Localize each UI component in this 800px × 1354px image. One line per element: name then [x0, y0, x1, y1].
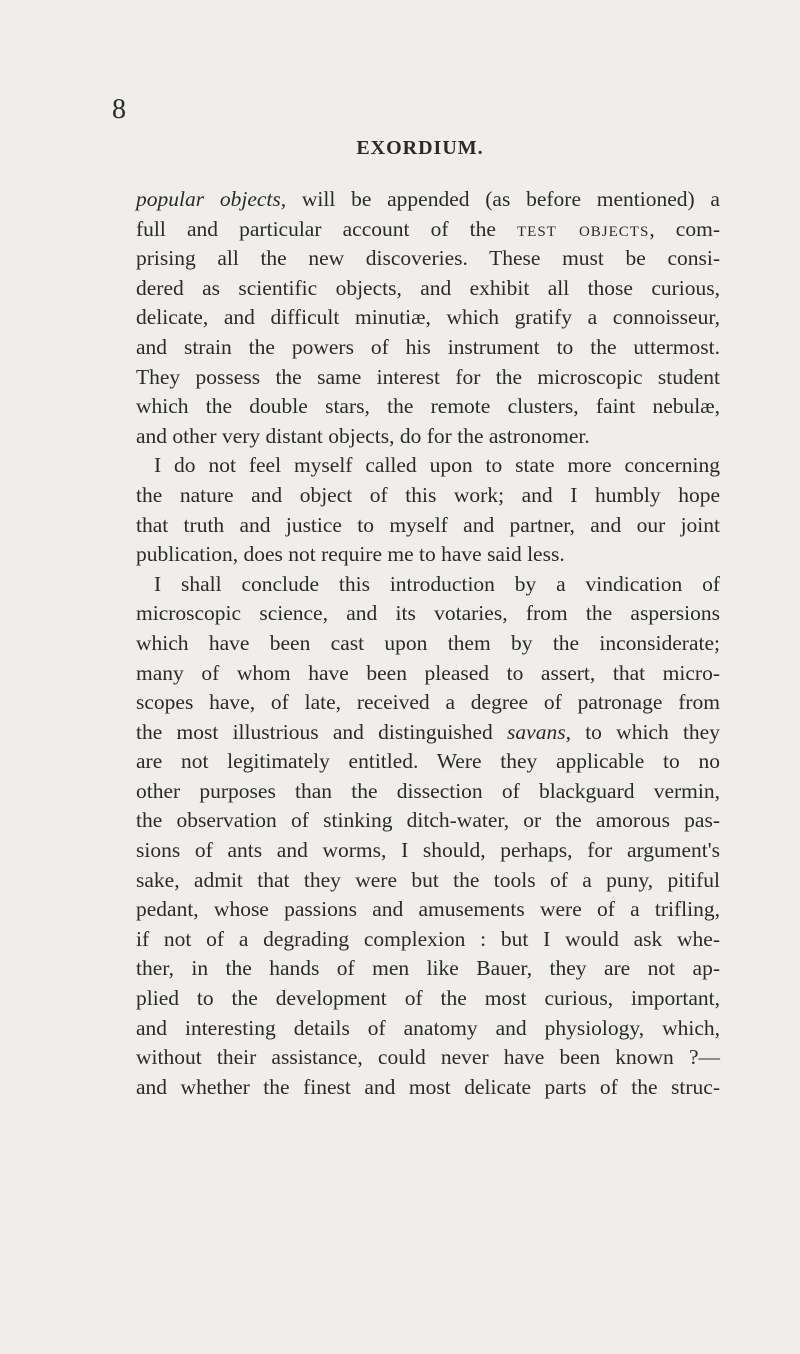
text-line: delicate, and difficult minutiæ, which gratify a connoisseur, [136, 305, 720, 330]
text-line: many of whom have been pleased to assert, that micro- [136, 660, 720, 685]
text-line: full and particular account of the test objects, com- [136, 216, 720, 241]
text-line: if not of a degrading complexion : but I would ask whe- [136, 926, 720, 951]
text-line: plied to the development of the most curious, important, [136, 986, 720, 1011]
page-number: 8 [112, 94, 126, 125]
text-line: the observation of stinking ditch-water, or the amorous pas- [136, 808, 720, 833]
text-line: I do not feel myself called upon to state more concerning [154, 453, 720, 478]
text-line: sions of ants and worms, I should, perhaps, for argument's [136, 838, 720, 863]
italic-phrase: savans, [507, 719, 571, 744]
small-caps-phrase: test objects [517, 216, 650, 241]
text-line: and whether the finest and most delicate parts of the struc- [136, 1074, 720, 1099]
text-line: that truth and justice to myself and partner, and our joint [136, 512, 720, 537]
text-line: are not legitimately entitled. Were they applicable to no [136, 749, 720, 774]
text-line: other purposes than the dissection of blackguard vermin, [136, 778, 720, 803]
text-line: scopes have, of late, received a degree of patronage from [136, 690, 720, 715]
text-line: I shall conclude this introduction by a vindication of [154, 571, 720, 596]
text-line: which the double stars, the remote clusters, faint nebulæ, [136, 394, 720, 419]
text-line: publication, does not require me to have said less. [136, 542, 565, 567]
text-line: and interesting details of anatomy and physiology, which, [136, 1015, 720, 1040]
text-line: the most illustrious and distinguished savans, to which they [136, 719, 720, 744]
text-line: pedant, whose passions and amusements were of a trifling, [136, 897, 720, 922]
text-line: microscopic science, and its votaries, from the aspersions [136, 601, 720, 626]
text-line: sake, admit that they were but the tools of a puny, pitiful [136, 867, 720, 892]
text-line: which have been cast upon them by the inconsiderate; [136, 630, 720, 655]
italic-phrase: popular objects, [136, 187, 287, 211]
text-line: without their assistance, could never have been known ?— [136, 1045, 720, 1070]
text-line: and other very distant objects, do for the astronomer. [136, 423, 590, 448]
text-line: ther, in the hands of men like Bauer, they are not ap- [136, 956, 720, 981]
running-head: EXORDIUM. [356, 137, 484, 159]
text-line: and strain the powers of his instrument to the uttermost. [136, 334, 720, 359]
body-text [136, 185, 720, 1102]
text-line: the nature and object of this work; and I humbly hope [136, 482, 720, 507]
text-line: prising all the new discoveries. These must be consi- [136, 246, 720, 271]
text-line: popular objects, will be appended (as before mentioned) a [136, 187, 720, 211]
text-line: dered as scientific objects, and exhibit all those curious, [136, 275, 720, 300]
text-line: They possess the same interest for the microscopic student [136, 364, 720, 389]
